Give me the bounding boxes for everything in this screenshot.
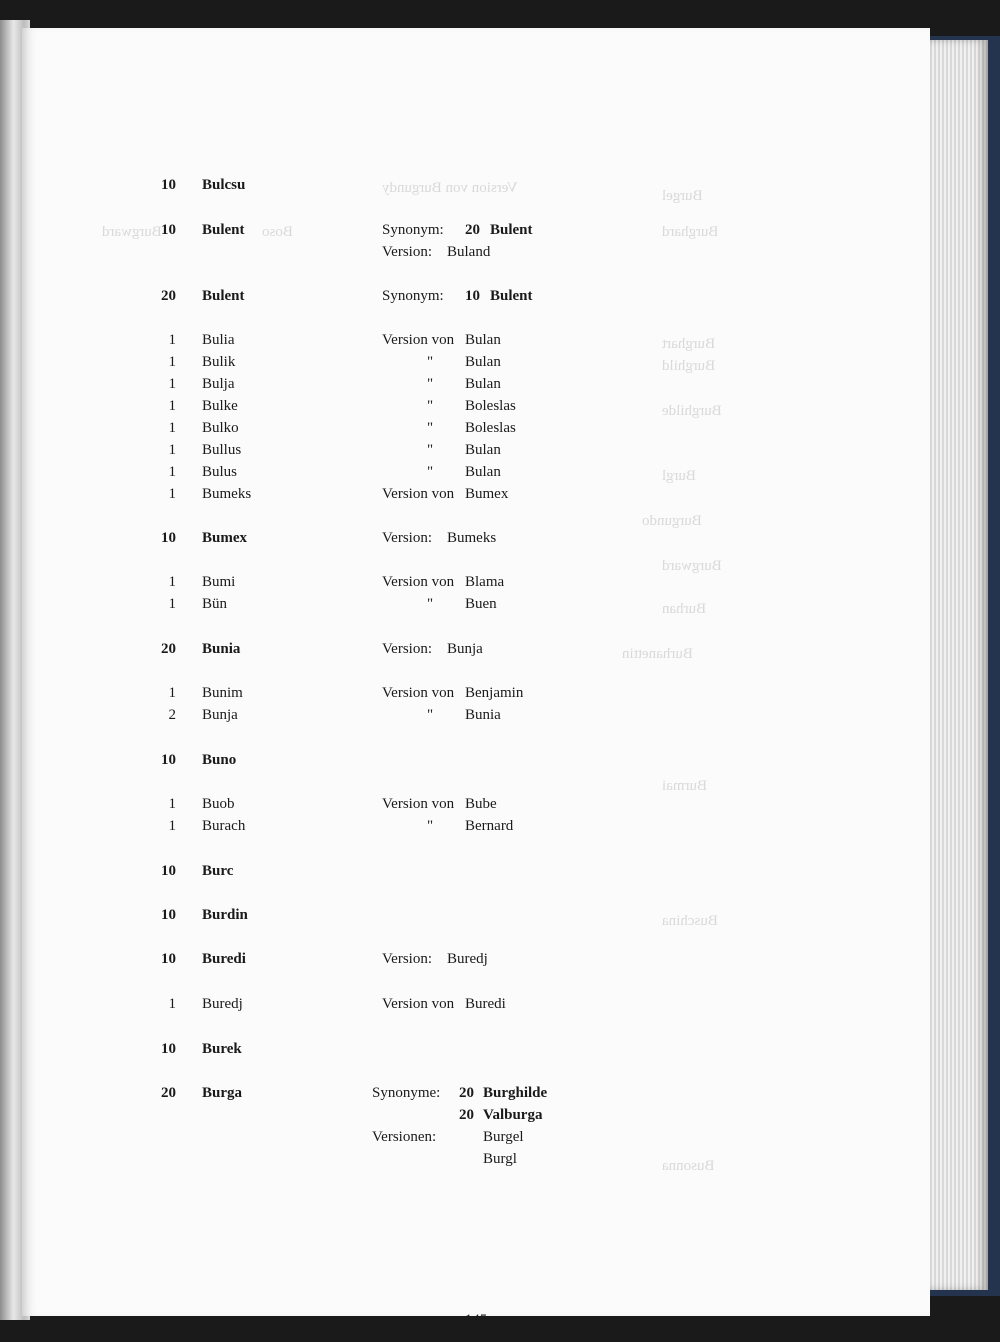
entry-relation-label: " (427, 376, 434, 392)
entry-number: 2 (168, 707, 176, 723)
entry-name: Bulcsu (202, 177, 246, 193)
show-through-text: Burgward (102, 224, 162, 240)
entry-name: Burek (202, 1041, 242, 1057)
entry-related-name: Burgl (483, 1151, 517, 1167)
entry-name: Bün (202, 596, 228, 612)
entry-number: 10 (161, 863, 176, 879)
entry-related-name: Boleslas (465, 420, 516, 436)
show-through-text: Burghart (662, 336, 716, 352)
entry-name: Burc (202, 863, 234, 879)
entry-related-name: Bulan (465, 464, 501, 480)
entry-relation-label: Version: (382, 951, 432, 967)
entry-relation-label: Version von (382, 685, 455, 701)
entry-number: 1 (168, 574, 176, 590)
show-through-text: Burghilde (662, 403, 722, 419)
show-through-text: Version von Burgundy (382, 180, 518, 196)
entry-number: 1 (168, 685, 176, 701)
entry-relation-label: Version: (382, 641, 432, 657)
entry-number: 1 (168, 376, 176, 392)
entry-number: 10 (161, 907, 176, 923)
entry-number: 1 (168, 996, 176, 1012)
entry-name: Buno (202, 752, 237, 768)
entry-related-name: 20 (459, 1107, 474, 1123)
entry-number: 10 (161, 530, 176, 546)
entry-name: Bulke (202, 398, 238, 414)
entry-number: 1 (168, 332, 176, 348)
entry-number: 10 (161, 1041, 176, 1057)
entry-name: Burga (202, 1085, 243, 1101)
entry-name: Burach (202, 818, 246, 834)
entry-number: 20 (161, 641, 176, 657)
entry-name: Buredj (202, 996, 243, 1012)
entry-number: 20 (161, 1085, 176, 1101)
show-through-text: Burgel (662, 188, 703, 204)
entry-related-name: Buen (465, 596, 497, 612)
entry-relation-label: Synonyme: (372, 1085, 441, 1101)
show-through-text: Busonna (662, 1158, 715, 1174)
entry-related-name: Bunia (465, 707, 501, 723)
entry-number: 1 (168, 420, 176, 436)
entry-related-name: Bulent (490, 288, 533, 304)
entry-relation-label: " (427, 596, 434, 612)
entry-relation-label: " (427, 707, 434, 723)
entry-relation-label: Version von (382, 796, 455, 812)
entry-related-name: Bulan (465, 354, 501, 370)
entry-relation-label: " (427, 398, 434, 414)
entry-number: 1 (168, 464, 176, 480)
entry-relation-label: " (427, 818, 434, 834)
entry-relation-label: " (427, 354, 434, 370)
entry-number: 1 (168, 796, 176, 812)
entry-number: 1 (168, 596, 176, 612)
entry-related-name: Bube (465, 796, 497, 812)
entry-related-name: 10 (465, 288, 480, 304)
show-through-text: Burgundo (642, 513, 702, 529)
entry-number: 10 (161, 177, 176, 193)
entry-related-name: Bunja (447, 641, 483, 657)
entry-related-name: Bernard (465, 818, 514, 834)
entry-relation-label: Version von (382, 996, 455, 1012)
show-through-text: Boso (262, 224, 293, 240)
entry-relation-label: " (427, 464, 434, 480)
entry-name: Burdin (202, 907, 248, 923)
entry-related-name: Bumex (465, 486, 509, 502)
entry-number: 10 (161, 752, 176, 768)
entry-number: 1 (168, 354, 176, 370)
entry-relation-label: " (427, 442, 434, 458)
entry-relation-label: Version: (382, 244, 432, 260)
page-edges (930, 40, 988, 1290)
show-through-text: Burmai (662, 778, 707, 794)
entry-name: Bulia (202, 332, 235, 348)
entry-number: 10 (161, 222, 176, 238)
entry-related-name: 20 (459, 1085, 474, 1101)
entry-number: 1 (168, 486, 176, 502)
entry-name: Bulent (202, 222, 245, 238)
entry-name: Bunia (202, 641, 241, 657)
show-through-text: Burgl (662, 468, 696, 484)
entry-number: 10 (161, 951, 176, 967)
entry-related-name: Burgel (483, 1129, 524, 1145)
entry-name: Bunja (202, 707, 238, 723)
entry-related-name: Buredi (465, 996, 506, 1012)
entry-relation-label: Synonym: (382, 222, 444, 238)
entry-relation-label: Version von (382, 574, 455, 590)
show-through-text: Burghard (662, 224, 719, 240)
entry-name: Bumi (202, 574, 236, 590)
entry-relation-label: Versionen: (372, 1129, 437, 1145)
entry-name: Bulko (202, 420, 239, 436)
entry-relation-label: " (427, 420, 434, 436)
entry-name: Bulent (202, 288, 245, 304)
entry-related-name: Valburga (483, 1107, 543, 1123)
entry-number: 1 (168, 442, 176, 458)
entry-name: Bulja (202, 376, 235, 392)
entry-name: Bumex (202, 530, 247, 546)
page-number: - 145 - (456, 1312, 496, 1328)
entry-related-name: Bulan (465, 442, 501, 458)
entry-name: Bumeks (202, 486, 252, 502)
entry-number: 20 (161, 288, 176, 304)
entry-related-name: Benjamin (465, 685, 524, 701)
entry-related-name: Buland (447, 244, 491, 260)
entry-related-name: Burghilde (483, 1085, 548, 1101)
entry-relation-label: Version von (382, 486, 455, 502)
entry-name: Bullus (202, 442, 242, 458)
entry-relation-label: Version von (382, 332, 455, 348)
entry-related-name: Boleslas (465, 398, 516, 414)
entry-related-name: Bumeks (447, 530, 497, 546)
entry-number: 1 (168, 818, 176, 834)
entry-number: 1 (168, 398, 176, 414)
show-through-text: Burhan (662, 601, 707, 617)
show-through-text: Burhanettin (622, 646, 693, 662)
entry-related-name: Bulan (465, 376, 501, 392)
entry-name: Buob (202, 796, 235, 812)
entry-name: Buredi (202, 951, 246, 967)
show-through-text: Burgward (662, 558, 722, 574)
show-through-text: Buschina (662, 913, 718, 929)
entry-related-name: Buredj (447, 951, 488, 967)
entry-related-name: Blama (465, 574, 505, 590)
entry-related-name: Bulan (465, 332, 501, 348)
entry-related-name: 20 (465, 222, 480, 238)
entry-name: Bulus (202, 464, 238, 480)
book-page (22, 28, 930, 1328)
show-through-text: Burghild (662, 358, 716, 374)
entry-related-name: Bulent (490, 222, 533, 238)
entry-relation-label: Version: (382, 530, 432, 546)
entry-relation-label: Synonym: (382, 288, 444, 304)
entry-name: Bunim (202, 685, 243, 701)
entry-name: Bulik (202, 354, 236, 370)
